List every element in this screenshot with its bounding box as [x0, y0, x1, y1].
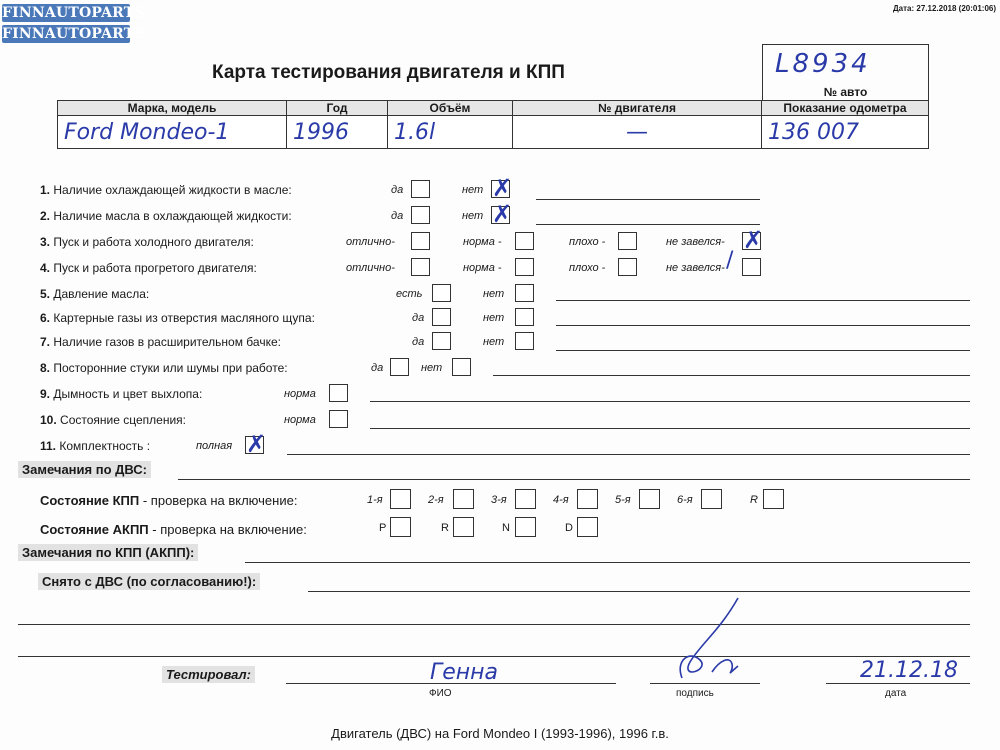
page-title: Карта тестирования двигателя и КПП	[212, 62, 565, 83]
akpp-gear-r-checkbox[interactable]	[453, 517, 474, 537]
value-year: 1996	[287, 116, 388, 149]
fio-value: Генна	[430, 660, 499, 685]
item-3-checkbox-normal[interactable]	[515, 232, 534, 250]
kpp-gear-2-checkbox[interactable]	[453, 489, 474, 509]
item-3: 3. Пуск и работа холодного двигателя:	[40, 235, 254, 249]
kpp-label: Состояние КПП - проверка на включение:	[40, 493, 298, 508]
value-volume: 1.6l	[388, 116, 513, 149]
col-header-engine-no: № двигателя	[513, 101, 762, 116]
item-1-text: Наличие охлаждающей жидкости в масле:	[53, 183, 292, 197]
item-7-checkbox-yes[interactable]	[432, 332, 451, 350]
item-6: 6. Картерные газы из отверстия масляного щупа:	[40, 311, 315, 325]
kpp-gear-4-label: 4-я	[553, 494, 569, 506]
kpp-gear-4-checkbox[interactable]	[577, 489, 598, 509]
item-11: 11. Комплектность :	[40, 439, 151, 453]
item-9-remark-line	[370, 401, 970, 402]
akpp-gear-n-label: N	[502, 522, 510, 534]
col-header-year: Год	[287, 101, 388, 116]
item-2-opt-yes: да	[391, 210, 404, 222]
akpp-gear-p-checkbox[interactable]	[390, 517, 411, 537]
item-8-checkbox-no[interactable]	[452, 358, 471, 376]
item-10: 10. Состояние сцепления:	[40, 413, 186, 427]
item-5-checkbox-yes[interactable]	[432, 284, 451, 302]
item-5-remark-line	[556, 300, 970, 301]
item-4-opt-excellent: отлично-	[346, 262, 395, 274]
item-11-text: Комплектность :	[59, 439, 151, 453]
item-6-opt-no: нет	[483, 312, 505, 324]
item-9: 9. Дымность и цвет выхлопа:	[40, 387, 203, 401]
item-1-remark-line	[536, 199, 760, 200]
kpp-gear-5-checkbox[interactable]	[639, 489, 660, 509]
kpp-gear-6-checkbox[interactable]	[701, 489, 722, 509]
value-model: Ford Mondeo-1	[58, 116, 287, 149]
check-mark-icon: ✗	[492, 200, 513, 228]
check-mark-icon: /	[726, 248, 734, 273]
item-2-checkbox-yes[interactable]	[411, 206, 430, 224]
item-3-checkbox-bad[interactable]	[618, 232, 637, 250]
item-4-text: Пуск и работа прогретого двигателя:	[53, 261, 257, 275]
kpp-gear-2-label: 2-я	[428, 494, 444, 506]
item-8-checkbox-yes[interactable]	[390, 358, 409, 376]
item-8-opt-no: нет	[421, 362, 443, 374]
removed-line-2	[18, 624, 970, 625]
item-4-opt-bad: плохо -	[569, 262, 606, 274]
item-10-remark-line	[370, 428, 970, 429]
fio-label: ФИО	[429, 688, 452, 699]
item-8-opt-yes: да	[371, 362, 384, 374]
item-9-opt-normal: норма	[284, 388, 316, 400]
col-header-odometer: Показание одометра	[762, 101, 929, 116]
item-3-opt-not-started: не завелся-	[666, 236, 725, 248]
fio-line	[286, 683, 616, 684]
check-mark-icon: ✗	[743, 226, 764, 254]
kpp-gear-3-checkbox[interactable]	[515, 489, 536, 509]
item-7-opt-yes: да	[412, 336, 425, 348]
item-9-text: Дымность и цвет выхлопа:	[53, 387, 203, 401]
item-5-opt-yes: есть	[396, 288, 423, 300]
removed-line-3	[18, 656, 970, 657]
item-10-checkbox-normal[interactable]	[329, 410, 348, 428]
col-header-volume: Объём	[388, 101, 513, 116]
akpp-gear-r-label: R	[441, 522, 449, 534]
date-stamp: Дата: 27.12.2018 (20:01:06)	[892, 4, 996, 13]
item-6-remark-line	[556, 325, 970, 326]
engine-remarks-label: Замечания по ДВС:	[18, 462, 151, 477]
date-value: 21.12.18	[860, 658, 958, 683]
item-8-text: Посторонние стуки или шумы при работе:	[53, 361, 288, 375]
item-8-remark-line	[493, 375, 970, 376]
kpp-gear-1-checkbox[interactable]	[390, 489, 411, 509]
item-4-checkbox-not-started[interactable]	[742, 258, 761, 276]
item-1: 1. Наличие охлаждающей жидкости в масле:	[40, 183, 292, 197]
item-4-opt-not-started: не завелся-	[666, 262, 725, 274]
item-6-checkbox-yes[interactable]	[432, 308, 451, 326]
item-11-opt-full: полная	[196, 440, 233, 452]
logo-finnautoparts-bottom: FINNAUTOPARTS	[2, 26, 145, 42]
item-2-remark-line	[536, 224, 760, 225]
item-9-checkbox-normal[interactable]	[329, 384, 348, 402]
akpp-gear-n-checkbox[interactable]	[515, 517, 536, 537]
item-4-checkbox-bad[interactable]	[618, 258, 637, 276]
item-7-checkbox-no[interactable]	[515, 332, 534, 350]
item-3-opt-bad: плохо -	[569, 236, 606, 248]
signature-icon	[620, 590, 760, 690]
date-label: дата	[885, 688, 907, 699]
kpp-gear-6-label: 6-я	[677, 494, 693, 506]
signature-line	[650, 683, 760, 684]
kpp-remarks-label: Замечания по КПП (АКПП):	[18, 545, 198, 560]
item-7: 7. Наличие газов в расширительном бачке:	[40, 335, 281, 349]
image-caption: Двигатель (ДВС) на Ford Mondeo I (1993-1996), 1996 г.в.	[331, 726, 669, 741]
item-8: 8. Посторонние стуки или шумы при работе:	[40, 361, 288, 375]
item-10-text: Состояние сцепления:	[60, 413, 186, 427]
item-5-text: Давление масла:	[53, 287, 150, 301]
item-7-remark-line	[556, 350, 970, 351]
item-2-opt-no: нет	[462, 210, 484, 222]
item-3-opt-excellent: отлично-	[346, 236, 395, 248]
value-engine-no: —	[513, 116, 762, 149]
item-2-text: Наличие масла в охлаждающей жидкости:	[53, 209, 292, 223]
item-11-remark-line	[287, 454, 970, 455]
col-header-model: Марка, модель	[58, 101, 287, 116]
item-1-checkbox-yes[interactable]	[411, 180, 430, 198]
item-10-opt-normal: норма	[284, 414, 316, 426]
engine-remarks-line	[178, 479, 970, 480]
akpp-gear-d-label: D	[565, 522, 573, 534]
item-1-opt-no: нет	[462, 184, 484, 196]
item-7-opt-no: нет	[483, 336, 505, 348]
auto-number-label: № авто	[823, 85, 868, 99]
item-3-checkbox-excellent[interactable]	[411, 232, 430, 250]
tested-label: Тестировал:	[162, 667, 255, 682]
auto-number-box	[762, 44, 929, 102]
logo-finnautoparts-top: FINNAUTOPARTS	[2, 5, 145, 21]
date-line	[826, 683, 970, 684]
akpp-gear-d-checkbox[interactable]	[577, 517, 598, 537]
item-6-opt-yes: да	[412, 312, 425, 324]
signature-label: подпись	[676, 688, 714, 699]
item-4-checkbox-normal[interactable]	[515, 258, 534, 276]
item-4-checkbox-excellent[interactable]	[411, 258, 430, 276]
item-7-text: Наличие газов в расширительном бачке:	[53, 335, 281, 349]
kpp-gear-r-checkbox[interactable]	[763, 489, 784, 509]
kpp-gear-5-label: 5-я	[615, 494, 631, 506]
item-3-text: Пуск и работа холодного двигателя:	[53, 235, 254, 249]
item-5: 5. Давление масла:	[40, 287, 150, 301]
kpp-gear-r-label: R	[750, 494, 758, 506]
auto-number-value: L8934	[775, 49, 871, 79]
item-6-text: Картерные газы из отверстия масляного щупа:	[53, 311, 315, 325]
value-odometer: 136 007	[762, 116, 929, 149]
removed-label: Снято с ДВС (по согласованию!):	[38, 574, 260, 589]
item-5-checkbox-no[interactable]	[515, 284, 534, 302]
kpp-gear-3-label: 3-я	[491, 494, 507, 506]
item-4: 4. Пуск и работа прогретого двигателя:	[40, 261, 257, 275]
item-3-opt-normal: норма -	[463, 236, 502, 248]
check-mark-icon: ✗	[492, 174, 513, 202]
kpp-gear-1-label: 1-я	[367, 494, 383, 506]
akpp-label: Состояние АКПП - проверка на включение:	[40, 522, 307, 537]
item-5-opt-no: нет	[483, 288, 505, 300]
kpp-remarks-line	[245, 562, 970, 563]
check-mark-icon: ✗	[246, 430, 267, 458]
item-4-opt-normal: норма -	[463, 262, 502, 274]
akpp-gear-p-label: P	[379, 522, 387, 534]
item-1-opt-yes: да	[391, 184, 404, 196]
vehicle-header-table	[57, 100, 929, 149]
item-2: 2. Наличие масла в охлаждающей жидкости:	[40, 209, 292, 223]
item-6-checkbox-no[interactable]	[515, 308, 534, 326]
